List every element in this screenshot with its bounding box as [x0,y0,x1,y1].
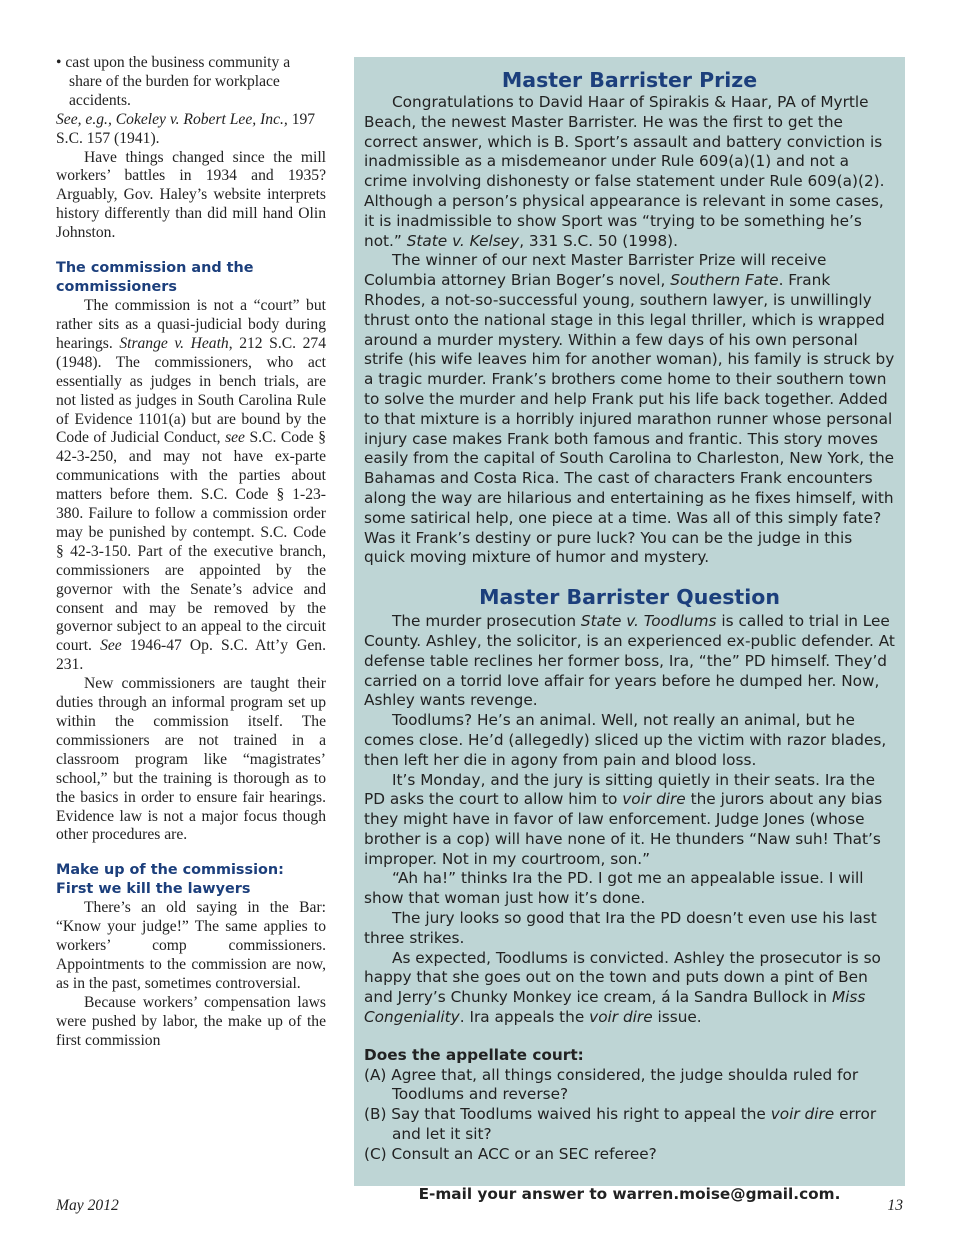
option-b-voir-dire: voir dire [770,1105,835,1124]
paragraph-new-commissioners: New commissioners are taught their duties through an informal program set up within the commission itself. The commissioners are not trained in a classroom program like “magistrates’ school,” but the training is thorough as to the basics in order to ensure fair hearings. Evidence law is not a major focus though other procedures are. [56,675,326,844]
commission-text-3: S.C. Code § 42-3-250, and may not have ex-parte communications with the parties about matters before them. S.C. Code § 1-23-380. Failure to follow a commission order may be punished by contempt. S.C. Code § 42-3-150. Part of the executive branch, commissioners are appointed by the governor with the Senate’s advice and consent and may be removed by the governor subject to an appeal to the circuit court. [56,429,327,655]
heading-commission: The commission and the commissioners [56,260,254,296]
prize-p2-text-b: . Frank Rhodes, a not-so-successful young, southern lawyer, is unwillingly thrust onto the national stage in this legal thriller, which is wrapped around a murder mystery. Within a few days of his own personal strife (his wife leaves him for another woman), his family is struck by a tragic murder. Frank’s brothers come home to their southern town to solve the murder and help Frank put his life back together. Added to that mixture is a horribly injured marathon runner whose personal injury case makes Frank both famous and frantic. This story moves easily from the capital of South Carolina to Charleston, New York, the Bahamas and Costa Rica. The cast of characters Frank encounters along the way are hilarious and entertaining as he fixes himself, with some satirical help, one piece at a time. Was all of this simply fate? Was it Frank’s destiny or pure luck? You can be the judge in this quick moving mixture of humor and mystery. [364,271,895,567]
option-b [364,1105,895,1145]
citation-cokeley-case: See, e.g., Cokeley v. Robert Lee, Inc., [56,110,288,128]
left-column [56,54,326,1051]
appellate-heading: Does the appellate court: [364,1045,584,1064]
footer-page-number: 13 [887,1197,903,1214]
question-paragraph-3 [364,771,895,870]
prize-p2-text-a: The winner of our next Master Barrister Prize will receive Columbia attorney Brian Boger’s novel, [364,251,827,290]
paragraph-because: Because workers’ compensation laws were pushed by labor, the make up of the first commission [56,993,326,1049]
email-answer-line: E-mail your answer to warren.moise@gmail.com. [418,1184,841,1203]
q-p3-voir-dire: voir dire [622,790,686,809]
question-title: Master Barrister Question [479,585,780,610]
question-paragraph-6 [364,949,895,1028]
prize-p2-book: Southern Fate [670,271,779,290]
heading-makeup: Make up of the commission: First we kill the lawyers [56,862,284,898]
paragraph-saying: There’s an old saying in the Bar: “Know your judge!” The same applies to workers’ comp commissioners. Appointments to the commission are now, as in the past, sometimes controversial. [56,899,326,992]
option-b-text-a: (B) Say that Toodlums waived his right to appeal the [364,1105,766,1124]
commission-case-name: Strange v. Heath [119,334,229,352]
question-paragraph-5: The jury looks so good that Ira the PD doesn’t even use his last three strikes. [364,909,877,947]
question-paragraph-1 [364,612,895,711]
commission-see-2: See [100,637,122,655]
commission-text-1: The commission is not a “court” but rather sits as a quasi-judicial body during hearings. [56,297,326,352]
option-a: (A) Agree that, all things considered, the judge shoulda ruled for Toodlums and reverse? [364,1065,859,1104]
q-p3-text-a: It’s Monday, and the jury is sitting quietly in their seats. Ira the PD asks the court to allow him to [364,770,876,809]
bullet-paragraph: • cast upon the business community a share of the burden for workplace accidents. [56,54,291,109]
master-barrister-sidebar [354,57,905,1203]
prize-p1-cite: , 331 S.C. 50 (1998). [519,231,679,250]
q-p6-movie: Miss Congeniality [364,988,866,1027]
citation-cokeley [56,111,326,149]
prize-p1-case: State v. Kelsey [406,231,520,250]
commission-text-2: , 212 S.C. 274 (1948). The commissioners, who act essentially as judges in bench trials, are not listed as judges in South Carolina Rule of Evidence 1101(a) but are bound by the Code of Judicial Conduct, [56,334,326,447]
commission-text-4: 1946-47 Op. S.C. Att’y Gen. 231. [56,637,326,674]
prize-p1-text: Congratulations to David Haar of Spirakis & Haar, PA of Myrtle Beach, the newest Master Barrister. He was the first to get the correct answer, which is B. Sport’s assault and battery conviction is inadmissible as a misdemeanor under Rule 609(a)(1) and not a crime involving dishonesty or false statement under Rule 609(a)(2). Although a person’s physical appearance is relevant in some cases, it is inadmissible to show Sport was “trying to be something he’s not.” [364,93,885,250]
option-b-text-b: error and let it sit? [392,1105,877,1144]
prize-paragraph-2 [364,251,895,568]
q-p6-text-a: As expected, Toodlums is convicted. Ashley the prosecutor is so happy that she goes out on the town and puts down a pint of Ben and Jerry’s Chunky Monkey ice cream, á la Sandra Bullock in [364,948,881,1007]
q-p6-voir-dire: voir dire [589,1008,653,1027]
question-paragraph-2: Toodlums? He’s an animal. Well, not really an animal, but he comes close. He’d (allegedly) sliced up the victim with razor blades, then left her die in agony from pain and blood loss. [364,711,887,769]
option-c: (C) Consult an ACC or an SEC referee? [364,1144,657,1163]
q-p6-text-c: issue. [657,1008,702,1027]
question-paragraph-4: “Ah ha!” thinks Ira the PD. I got me an appealable issue. I will show that woman just how it’s done. [364,869,864,908]
q-p6-text-b: . Ira appeals the [459,1008,585,1027]
q-p1-case: State v. Toodlums [580,612,717,631]
q-p1-text-b: is called to trial in Lee County. Ashley, the solicitor, is an experienced ex-public defender. At defense table reclines her former boss, Ira, “the” PD himself. They’d carried on a torrid love affair for years before he dumped her. Now, Ashley wants revenge. [364,612,895,710]
q-p3-text-b: the jurors about any bias they might have in favor of law enforcement. Judge Jones (whose brother is a cop) will have none of it. He thunders “Naw suh! That’s improper. Not in my courtroom, son.” [364,790,883,868]
commission-see: see [225,429,245,447]
q-p1-text-a: The murder prosecution [392,612,577,631]
paragraph-commission [56,297,326,675]
prize-paragraph-1 [364,93,895,251]
footer-date: May 2012 [56,1197,119,1214]
prize-title: Master Barrister Prize [501,68,758,92]
paragraph-changed: Have things changed since the mill workers’ battles in 1934 and 1935? Arguably, Gov. Haley’s website interprets history differently than did mill hand Olin Johnston. [56,148,326,242]
citation-cokeley-rest: 197 S.C. 157 (1941). [56,110,316,147]
